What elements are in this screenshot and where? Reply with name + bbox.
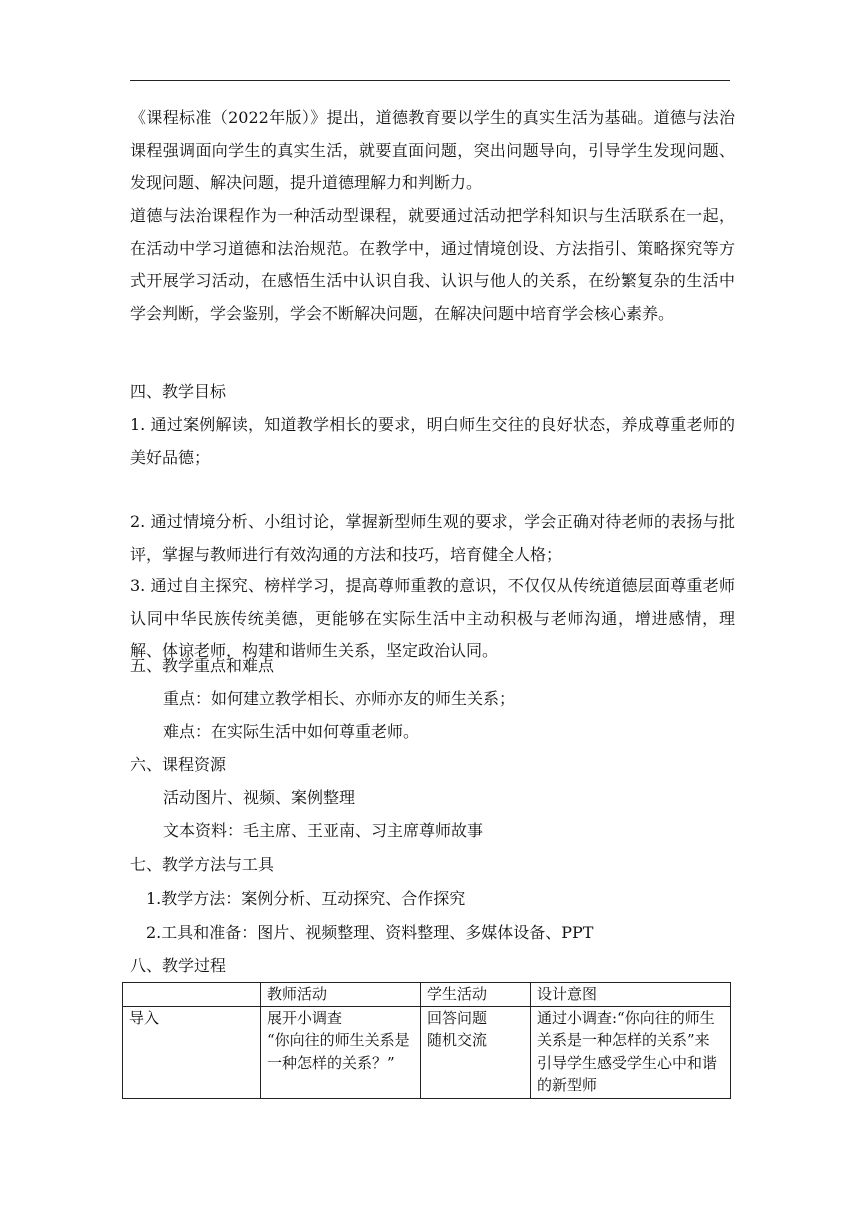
header-stage (123, 983, 261, 1007)
method-line-1: 1.教学方法：案例分析、互动探究、合作探究 (146, 889, 466, 908)
row-stage: 导入 (123, 1006, 261, 1098)
section-heading-process: 八、教学过程 (130, 956, 227, 975)
key-point: 重点：如何建立教学相长、亦师亦友的师生关系； (163, 689, 516, 708)
difficult-point: 难点：在实际生活中如何尊重老师。 (163, 722, 420, 741)
objective-item-2: 2. 通过情境分析、小组讨论，掌握新型师生观的要求，学会正确对待老师的表扬与批评，掌握与教师进行有效沟通的方法和技巧，培育健全人格； (130, 512, 735, 564)
header-student-activity: 学生活动 (421, 983, 531, 1007)
row-student-activity: 回答问题 随机交流 (421, 1006, 531, 1098)
resource-line-1: 活动图片、视频、案例整理 (163, 788, 356, 807)
method-line-2: 2.工具和准备：图片、视频整理、资料整理、多媒体设备、PPT (146, 923, 594, 942)
row-design-intent: 通过小调查:“你向往的师生关系是一种怎样的关系”来引导学生感受学生心中和谐的新型师 (531, 1006, 731, 1098)
section-heading-resources: 六、课程资源 (130, 755, 227, 774)
objective-item-1: 1. 通过案例解读，知道教学相长的要求，明白师生交往的良好状态，养成尊重老师的美好品德； (130, 415, 735, 467)
paragraph-activity-course: 道德与法治课程作为一种活动型课程，就要通过活动把学科知识与生活联系在一起，在活动中学习道德和法治规范。在教学中，通过情境创设、方法指引、策略探究等方式开展学习活动，在感悟生活中认识自我、认识与他人的关系，在纷繁复杂的生活中学会判断，学会鉴别，学会不断解决问题，在解决问题中培育学会核心素养。 (130, 206, 735, 323)
teaching-process-table (122, 982, 731, 1099)
header-rule (130, 80, 730, 81)
header-design-intent: 设计意图 (531, 983, 731, 1007)
section-heading-objectives: 四、教学目标 (130, 382, 227, 401)
header-teacher-activity: 教师活动 (261, 983, 421, 1007)
row-teacher-activity: 展开小调查 “你向往的师生关系是一种怎样的关系？” (261, 1006, 421, 1098)
table-header-row (123, 983, 731, 1007)
section-heading-key-difficult: 五、教学重点和难点 (130, 656, 275, 675)
table-row (123, 1006, 731, 1098)
resource-line-2: 文本资料：毛主席、王亚南、习主席尊师故事 (163, 821, 484, 840)
objective-item-3: 3. 通过自主探究、榜样学习，提高尊师重教的意识，不仅仅从传统道德层面尊重老师认同中华民族传统美德，更能够在实际生活中主动积极与老师沟通，增进感情，理解、体谅老师，构建和谐师生关系，坚定政治认同。 (130, 576, 735, 660)
section-heading-methods: 七、教学方法与工具 (130, 855, 275, 874)
paragraph-curriculum-standard: 《课程标准（2022年版）》提出，道德教育要以学生的真实生活为基础。道德与法治课程强调面向学生的真实生活，就要直面问题，突出问题导向，引导学生发现问题、发现问题、解决问题，提升道德理解力和判断力。 (130, 108, 735, 192)
